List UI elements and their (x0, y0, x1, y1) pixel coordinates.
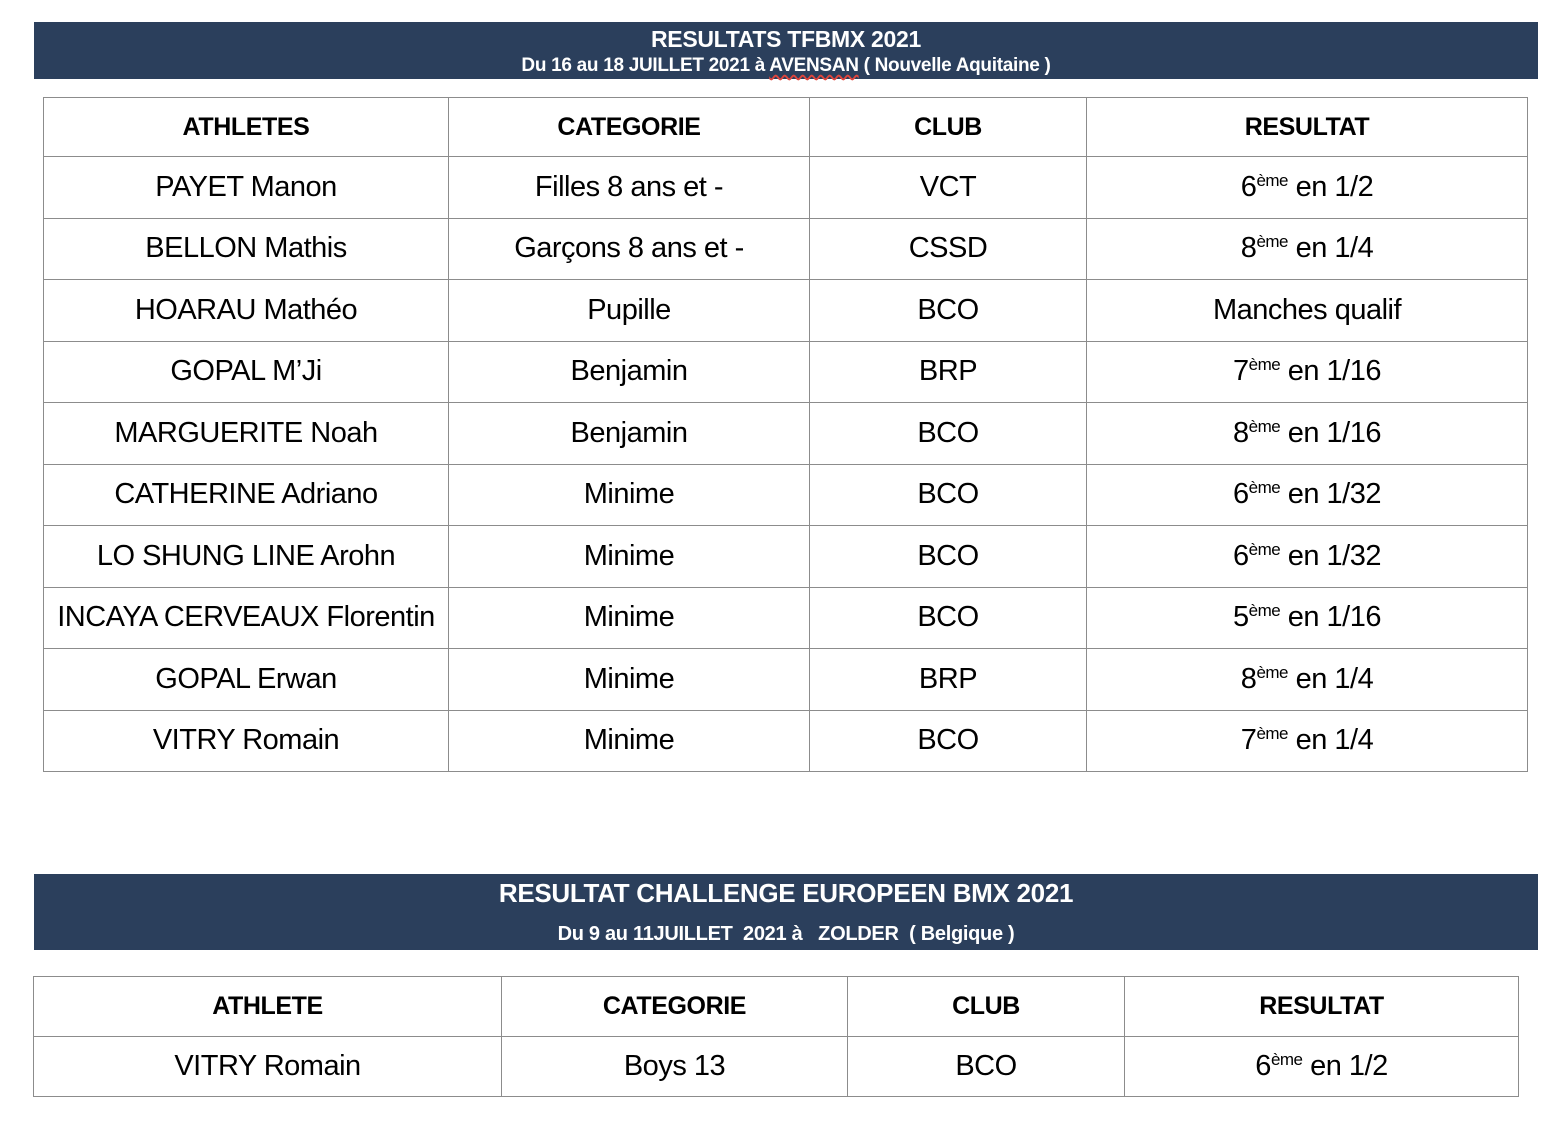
challenge-title: RESULTAT CHALLENGE EUROPEEN BMX 2021 (498, 878, 1074, 908)
tfbmx-subtitle-place: AVENSAN (769, 55, 859, 76)
club-cell: VCT (810, 157, 1087, 219)
categorie-cell: Minime (449, 587, 810, 649)
challenge-results-table (33, 976, 1519, 1097)
resultat-ordinal-suffix: ème (1248, 416, 1281, 436)
resultat-cell (1087, 649, 1528, 711)
club-cell: BRP (810, 649, 1087, 711)
header-club: CLUB (810, 98, 1087, 157)
resultat-round: en 1/4 (1288, 662, 1374, 695)
resultat-cell (1087, 464, 1528, 526)
categorie-cell: Minime (449, 649, 810, 711)
athlete-cell: PAYET Manon (44, 157, 449, 219)
athlete-cell: GOPAL M’Ji (44, 341, 449, 403)
table-row (44, 280, 1528, 342)
table-header-row (44, 98, 1528, 157)
resultat-rank: 6 (1232, 478, 1249, 511)
resultat-cell (1125, 1037, 1519, 1097)
resultat-ordinal-suffix: ème (1248, 355, 1281, 375)
resultat-cell (1087, 710, 1528, 772)
header-categorie: CATEGORIE (449, 98, 810, 157)
challenge-banner (34, 874, 1538, 950)
resultat-rank: 8 (1240, 662, 1257, 695)
resultat-rank: 6 (1255, 1050, 1271, 1082)
categorie-cell: Minime (449, 710, 810, 772)
resultat-rank: 6 (1232, 539, 1249, 572)
athlete-cell: HOARAU Mathéo (44, 280, 449, 342)
resultat-round: en 1/32 (1280, 539, 1382, 572)
resultat-rank: 7 (1232, 355, 1249, 388)
club-cell: BCO (810, 280, 1087, 342)
resultat-round: en 1/16 (1280, 601, 1382, 634)
table-row (44, 710, 1528, 772)
resultat-rank: 5 (1232, 601, 1249, 634)
table-row (34, 1037, 1519, 1097)
challenge-subtitle: Du 9 au 11JUILLET 2021 à ZOLDER ( Belgique ) (557, 923, 1015, 945)
resultat-ordinal-suffix: ème (1256, 170, 1289, 190)
club-cell: BCO (810, 587, 1087, 649)
table-row (44, 157, 1528, 219)
resultat-round: en 1/2 (1302, 1050, 1388, 1082)
resultat-ordinal-suffix: ème (1248, 539, 1281, 559)
resultat-round: Manches qualif (1212, 293, 1402, 326)
club-cell: CSSD (810, 218, 1087, 280)
table-row (44, 649, 1528, 711)
tfbmx-subtitle-region: ( Nouvelle Aquitaine ) (858, 55, 1051, 76)
resultat-ordinal-suffix: ème (1256, 662, 1289, 682)
header-club: CLUB (848, 977, 1125, 1037)
table-row (44, 403, 1528, 465)
resultat-cell (1087, 341, 1528, 403)
tfbmx-subtitle-dates: Du 16 au 18 JUILLET 2021 à (521, 55, 770, 76)
header-resultat: RESULTAT (1125, 977, 1519, 1037)
categorie-cell: Minime (449, 464, 810, 526)
tfbmx-title: RESULTATS TFBMX 2021 (650, 26, 922, 52)
header-athlete: ATHLETE (34, 977, 502, 1037)
resultat-round: en 1/16 (1280, 355, 1382, 388)
club-cell: BCO (810, 403, 1087, 465)
club-cell: BCO (810, 526, 1087, 588)
categorie-cell: Benjamin (449, 403, 810, 465)
resultat-rank: 6 (1240, 170, 1257, 203)
resultat-round: en 1/32 (1280, 478, 1382, 511)
tfbmx-subtitle (34, 55, 1538, 77)
resultat-cell (1087, 526, 1528, 588)
resultat-rank: 8 (1240, 232, 1257, 265)
resultat-ordinal-suffix: ème (1256, 724, 1289, 744)
club-cell: BCO (810, 464, 1087, 526)
club-cell: BCO (848, 1037, 1125, 1097)
table-header-row (34, 977, 1519, 1037)
athlete-cell: VITRY Romain (44, 710, 449, 772)
tfbmx-banner (34, 22, 1538, 79)
tfbmx-results-table (43, 97, 1528, 772)
header-resultat: RESULTAT (1087, 98, 1528, 157)
resultat-cell (1087, 403, 1528, 465)
athlete-cell: BELLON Mathis (44, 218, 449, 280)
categorie-cell: Filles 8 ans et - (449, 157, 810, 219)
resultat-ordinal-suffix: ème (1270, 1050, 1303, 1069)
resultat-round: en 1/2 (1288, 170, 1374, 203)
athlete-cell: LO SHUNG LINE Arohn (44, 526, 449, 588)
resultat-cell (1087, 157, 1528, 219)
header-athletes: ATHLETES (44, 98, 449, 157)
resultat-cell (1087, 218, 1528, 280)
categorie-cell: Garçons 8 ans et - (449, 218, 810, 280)
table-row (44, 464, 1528, 526)
table-row (44, 341, 1528, 403)
athlete-cell: INCAYA CERVEAUX Florentin (44, 587, 449, 649)
resultat-cell (1087, 587, 1528, 649)
header-categorie: CATEGORIE (502, 977, 848, 1037)
club-cell: BCO (810, 710, 1087, 772)
categorie-cell: Minime (449, 526, 810, 588)
athlete-cell: VITRY Romain (34, 1037, 502, 1097)
resultat-ordinal-suffix: ème (1256, 232, 1289, 252)
athlete-cell: CATHERINE Adriano (44, 464, 449, 526)
resultat-rank: 8 (1232, 416, 1249, 449)
table-row (44, 218, 1528, 280)
resultat-cell (1087, 280, 1528, 342)
club-cell: BRP (810, 341, 1087, 403)
resultat-ordinal-suffix: ème (1248, 478, 1281, 498)
resultat-round: en 1/4 (1288, 724, 1374, 757)
athlete-cell: MARGUERITE Noah (44, 403, 449, 465)
table-row (44, 587, 1528, 649)
categorie-cell: Benjamin (449, 341, 810, 403)
athlete-cell: GOPAL Erwan (44, 649, 449, 711)
categorie-cell: Boys 13 (502, 1037, 848, 1097)
resultat-ordinal-suffix: ème (1248, 601, 1281, 621)
table-row (44, 526, 1528, 588)
resultat-round: en 1/16 (1280, 416, 1382, 449)
resultat-round: en 1/4 (1288, 232, 1374, 265)
resultat-rank: 7 (1240, 724, 1257, 757)
categorie-cell: Pupille (449, 280, 810, 342)
